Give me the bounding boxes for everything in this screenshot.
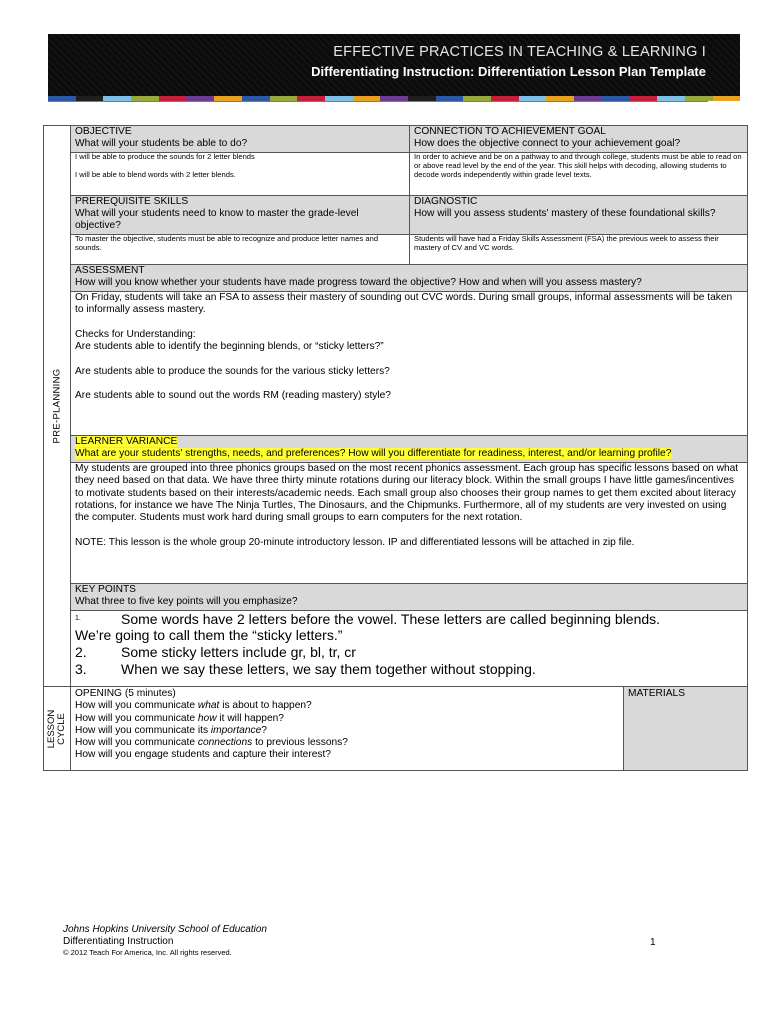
connection-text: In order to achieve and be on a pathway to and through college, students must be able to read on or above read level by the end of the year. This skill helps with decoding, allowing students to decode words independently within grade level texts. <box>414 152 742 179</box>
prerequisite-text: To master the objective, students must be able to recognize and produce letter names and sounds. <box>75 234 379 252</box>
diagnostic-header <box>410 196 748 235</box>
assessment-paragraph: Are students able to sound out the words RM (reading mastery) style? <box>75 390 391 402</box>
pre-planning-label: PRE-PLANNING <box>51 368 63 444</box>
prerequisite-question: What will your students need to know to master the grade-level objective? <box>75 207 359 231</box>
opening-question: How will you communicate what is about to happen? <box>75 700 312 712</box>
assessment-header <box>71 265 748 292</box>
footer-course: Differentiating Instruction <box>63 936 174 947</box>
objective-line: I will be able to produce the sounds for 2 letter blends <box>75 152 255 161</box>
objective-question: What will your students be able to do? <box>75 137 248 149</box>
connection-content <box>410 153 748 196</box>
objective-line: I will be able to blend words with 2 letter blends. <box>75 169 236 179</box>
learner-variance-paragraph: My students are grouped into three phonics groups based on the most recent phonics assessment. Each group has specific lessons based on what they need based on that data. We have three thirty minute rotations during our literacy block. Within the small groups I have little games/incentives to motivate students based on their interests/academic needs. Each small group also chooses their group names to get them excited about literacy rotations, for instance we have The Ninja Turtles, The Dinosaurs, and the Chipmunks. Furthermore, all of my students are very invested on using the computer. Students must work hard during small groups to earn computers for the next rotation. <box>75 463 739 524</box>
objective-content <box>71 153 410 196</box>
assessment-paragraph: Are students able to produce the sounds for the various sticky letters? <box>75 365 390 377</box>
opening-heading: OPENING (5 minutes) <box>75 688 176 699</box>
assessment-question: How will you know whether your students have made progress toward the objective? How and when will you assess mastery? <box>75 276 642 288</box>
page-number: 1 <box>650 937 656 948</box>
divider <box>48 101 708 102</box>
learner-variance-heading: LEARNER VARIANCE <box>75 436 178 447</box>
learner-variance-paragraph: NOTE: This lesson is the whole group 20-minute introductory lesson. IP and differentiated lessons will be attached in zip file. <box>75 536 635 548</box>
key-points-content <box>71 611 748 687</box>
key-point-text: Some words have 2 letters before the vowel. These letters are called beginning blends. <box>121 611 661 627</box>
assessment-paragraph: On Friday, students will take an FSA to assess their mastery of sounding out CVC words. During small groups, informal assessments will be taken to informally assess mastery. <box>75 292 733 316</box>
diagnostic-question: How will you assess students' mastery of these foundational skills? <box>414 207 716 219</box>
key-points-question: What three to five key points will you emphasize? <box>75 595 298 607</box>
diagnostic-heading: DIAGNOSTIC <box>414 196 478 207</box>
key-point-item <box>75 644 743 661</box>
objective-heading: OBJECTIVE <box>75 126 132 137</box>
footer-institution: Johns Hopkins University School of Education <box>63 924 267 935</box>
opening-question: How will you communicate connections to previous lessons? <box>75 737 348 749</box>
assessment-content <box>71 292 748 436</box>
banner-subtitle: Differentiating Instruction: Differentiation Lesson Plan Template <box>311 64 706 79</box>
key-points-header <box>71 584 748 611</box>
materials-cell <box>624 687 748 771</box>
lesson-cycle-label <box>47 709 67 748</box>
key-point-item <box>75 661 743 678</box>
prerequisite-content <box>71 235 410 265</box>
key-point-continuation: We’re going to call them the “sticky letters.” <box>75 627 343 643</box>
pre-planning-section <box>44 126 71 687</box>
footer-copyright: © 2012 Teach For America, Inc. All rights reserved. <box>63 948 232 957</box>
key-points-heading: KEY POINTS <box>75 584 136 595</box>
connection-heading: CONNECTION TO ACHIEVEMENT GOAL <box>414 126 606 137</box>
prerequisite-header <box>71 196 410 235</box>
prerequisite-heading: PREREQUISITE SKILLS <box>75 196 189 207</box>
connection-header <box>410 126 748 153</box>
diagnostic-content <box>410 235 748 265</box>
lesson-cycle-label-line: LESSON <box>46 709 57 748</box>
stripe-segment <box>713 96 741 101</box>
key-point-number: 1. <box>75 615 81 622</box>
connection-question: How does the objective connect to your achievement goal? <box>414 137 681 149</box>
header-banner <box>48 34 740 96</box>
key-point-number: 3. <box>75 661 87 677</box>
diagnostic-text: Students will have had a Friday Skills Assessment (FSA) the previous week to assess their mastery of CV and VC words. <box>414 234 719 252</box>
lesson-plan-table <box>43 125 748 771</box>
opening-question: How will you communicate how it will happen? <box>75 712 284 724</box>
learner-variance-question: What are your students' strengths, needs, and preferences? How will you differentiate for readiness, interest, and/or learning profile? <box>75 447 672 459</box>
footer <box>63 924 267 958</box>
opening-question: How will you communicate its importance? <box>75 724 267 736</box>
learner-variance-header <box>71 436 748 463</box>
opening-question: How will you engage students and capture their interest? <box>75 749 331 761</box>
assessment-heading: ASSESSMENT <box>75 265 145 276</box>
key-point-text: When we say these letters, we say them together without stopping. <box>121 661 536 677</box>
key-point-number: 2. <box>75 644 87 660</box>
opening-cell <box>71 687 624 771</box>
objective-header <box>71 126 410 153</box>
key-point-text: Some sticky letters include gr, bl, tr, cr <box>121 644 356 660</box>
lesson-cycle-section <box>44 687 71 771</box>
assessment-paragraph: Checks for Understanding: <box>75 328 196 340</box>
learner-variance-content <box>71 463 748 584</box>
key-point-item <box>75 611 743 627</box>
banner-title: EFFECTIVE PRACTICES IN TEACHING & LEARNING I <box>333 44 706 60</box>
assessment-paragraph: Are students able to identify the beginning blends, or “sticky letters?” <box>75 341 384 353</box>
materials-heading: MATERIALS <box>628 688 685 699</box>
lesson-cycle-label-line: CYCLE <box>56 712 67 745</box>
